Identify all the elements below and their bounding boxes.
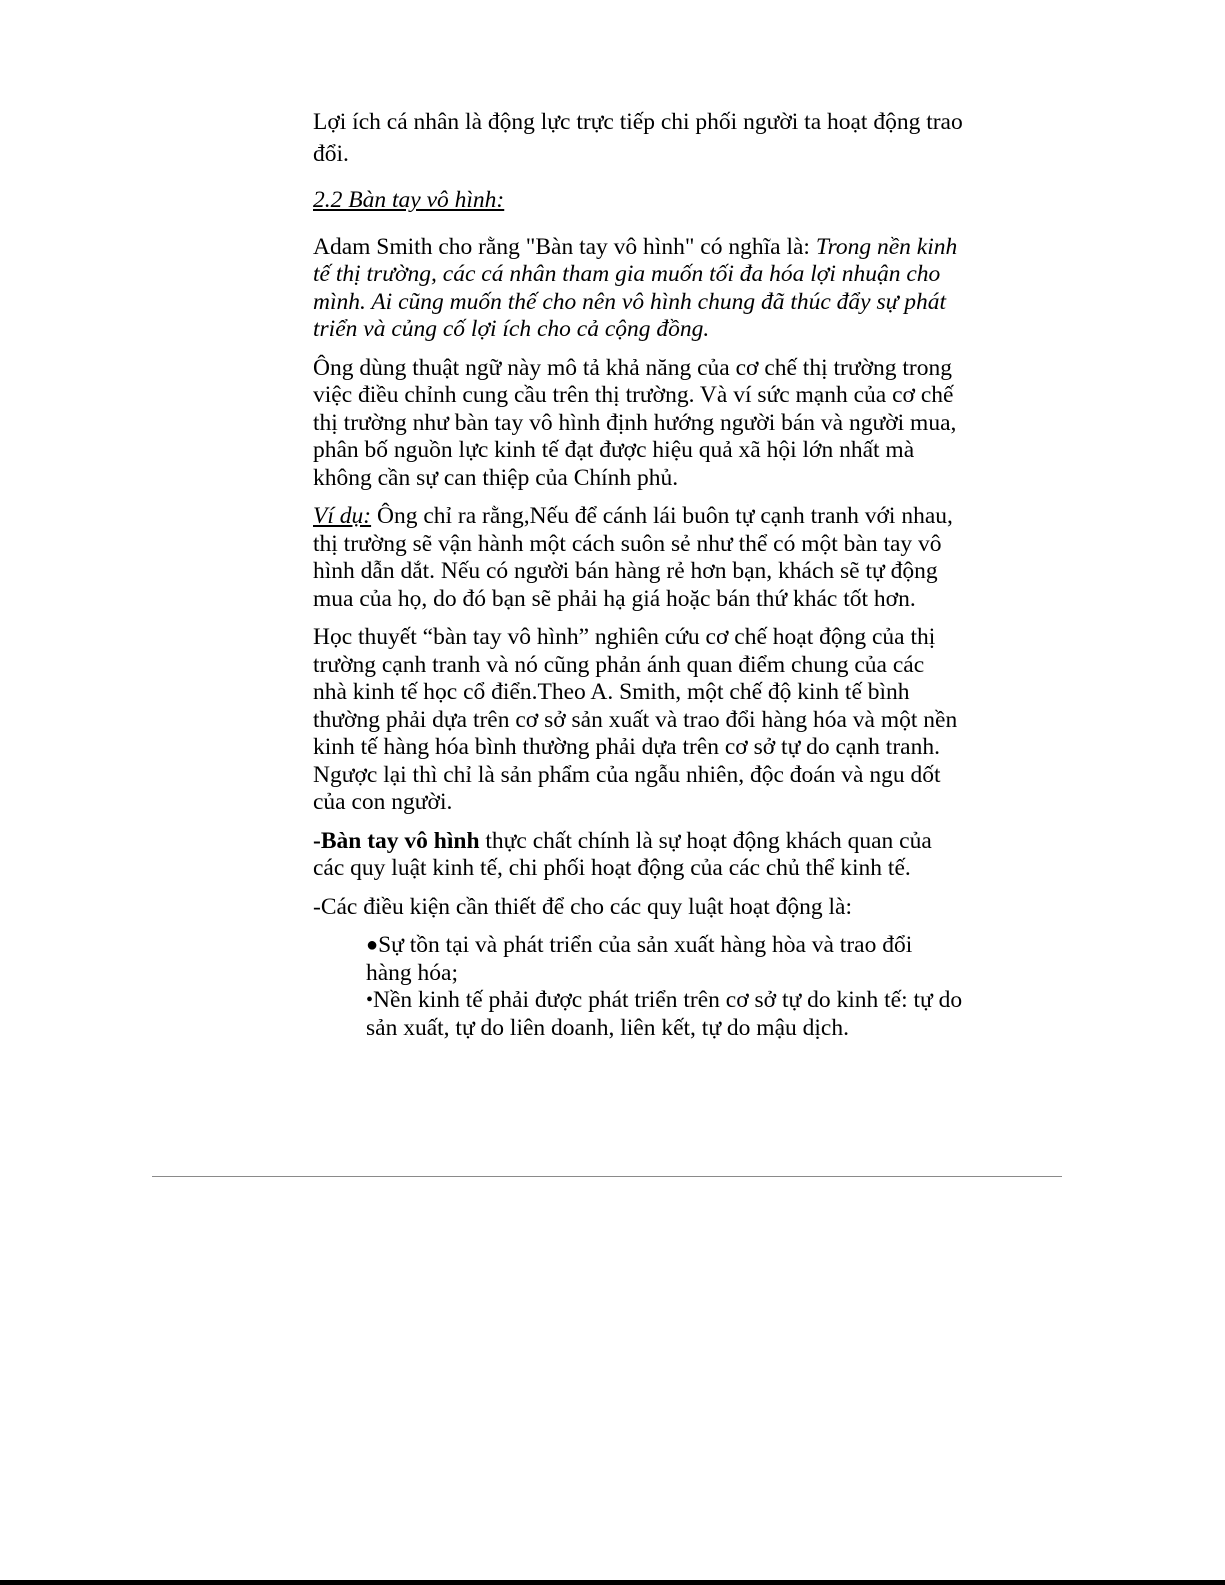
- section-heading: 2.2 Bàn tay vô hình:: [313, 187, 505, 213]
- definition-paragraph: [313, 234, 963, 344]
- theory-paragraph: Học thuyết “bàn tay vô hình” nghiên cứu cơ chế hoạt động của thị trường cạnh tranh và nó cũng phản ánh quan điểm chung của các nhà kinh tế học cổ điển.Theo A. Smith, một chế độ kinh tế bình thường phải dựa trên cơ sở sản xuất và trao đổi hàng hóa và một nền kinh tế hàng hóa bình thường phải dựa trên cơ sở tự do cạnh tranh. Ngược lại thì chỉ là sản phẩm của ngẫu nhiên, độc đoán và ngu dốt của con người.: [313, 624, 958, 815]
- list-item: ●Sự tồn tại và phát triển của sản xuất hàng hòa và trao đổi hàng hóa;: [366, 932, 913, 986]
- page-divider: [152, 1176, 1062, 1177]
- bottom-border: [0, 1580, 1225, 1585]
- bullet-icon: ●: [366, 934, 379, 956]
- essence-paragraph: [313, 828, 963, 883]
- definition-lead: Adam Smith cho rằng "Bàn tay vô hình" có nghĩa là:: [313, 233, 816, 260]
- essence-term: -Bàn tay vô hình: [313, 827, 480, 854]
- example-label: Ví dụ:: [313, 503, 372, 529]
- mechanism-paragraph: Ông dùng thuật ngữ này mô tả khả năng của cơ chế thị trường trong việc điều chỉnh cung cầu trên thị trường. Và ví sức mạnh của cơ chế thị trường như bàn tay vô hình định hướng người bán và người mua, phân bố nguồn lực kinh tế đạt được hiệu quả xã hội lớn nhất mà không cần sự can thiệp của Chính phủ.: [313, 354, 957, 491]
- example-text: Ông chỉ ra rằng,Nếu để cánh lái buôn tự cạnh tranh với nhau, thị trường sẽ vận hành một cách suôn sẻ như thể có một bàn tay vô hình dẫn dắt. Nếu có người bán hàng rẻ hơn bạn, khách sẽ tự động mua của họ, do đó bạn sẽ phải hạ giá hoặc bán thứ khác tốt hơn.: [313, 503, 953, 612]
- definition-quote: Trong nền kinh tế thị trường, các cá nhân tham gia muốn tối đa hóa lợi nhuận cho mình. Ai cũng muốn thế cho nên vô hình chung đã thúc đẩy sự phát triển và củng cố lợi ích cho cả cộng đồng.: [313, 233, 958, 342]
- bullet-icon: •: [366, 989, 374, 1011]
- example-paragraph: [313, 503, 963, 613]
- conditions-list: [366, 932, 963, 1042]
- conditions-intro: -Các điều kiện cần thiết để cho các quy luật hoạt động là:: [313, 893, 852, 920]
- list-item: •Nền kinh tế phải được phát triển trên cơ sở tự do kinh tế: tự do sản xuất, tự do liên doanh, liên kết, tự do mậu dịch.: [366, 987, 963, 1041]
- document-body: [313, 106, 963, 1042]
- essence-text: thực chất chính là sự hoạt động khách quan của các quy luật kinh tế, chi phối hoạt động của các chủ thể kinh tế.: [313, 827, 932, 881]
- intro-paragraph: Lợi ích cá nhân là động lực trực tiếp chi phối người ta hoạt động trao đổi.: [313, 109, 963, 167]
